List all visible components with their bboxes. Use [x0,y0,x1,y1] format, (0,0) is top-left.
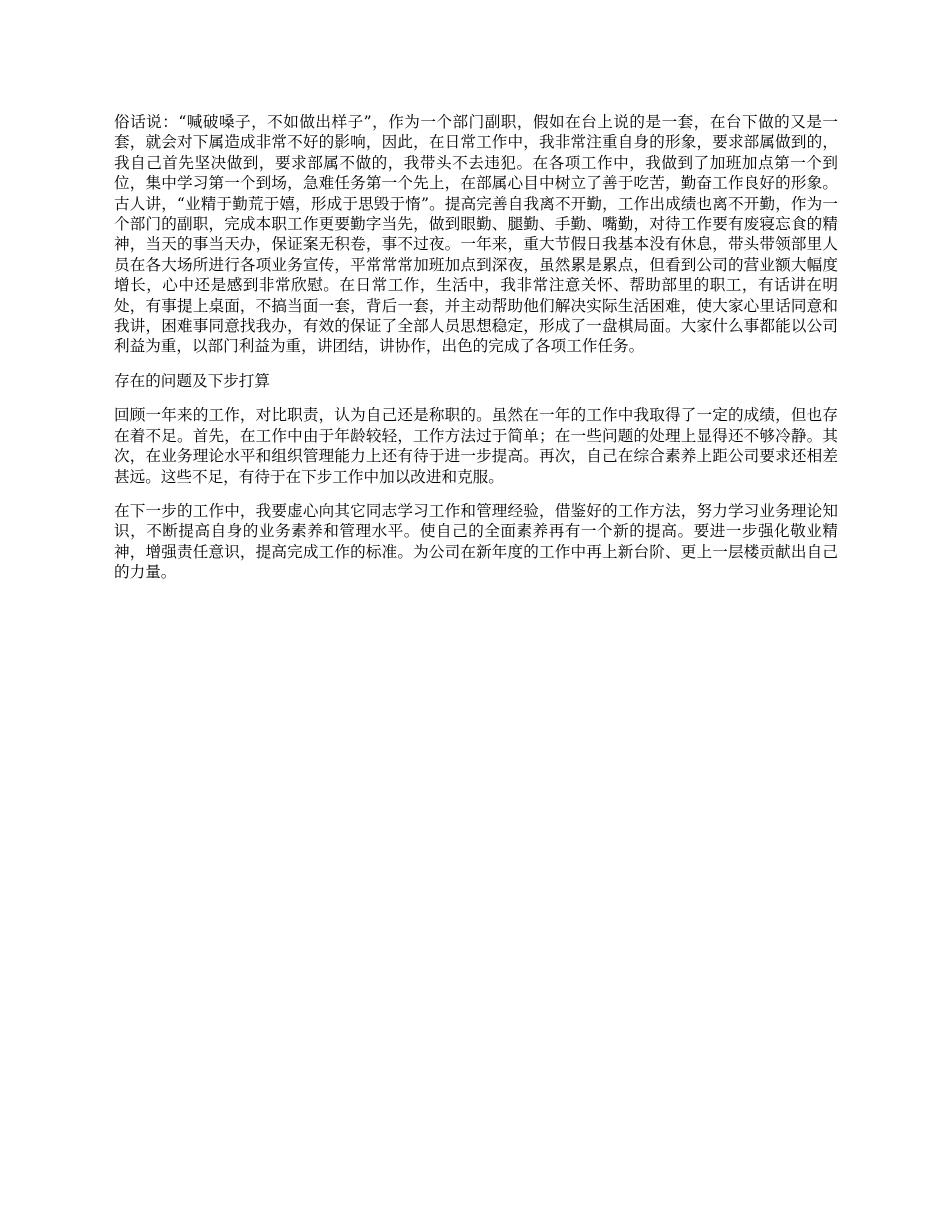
paragraph-review: 回顾一年来的工作，对比职责，认为自己还是称职的。虽然在一年的工作中我取得了一定的成绩，但也存在着不足。首先，在工作中由于年龄较轻，工作方法过于简单；在一些问题的处理上显得还不够冷静。其次，在业务理论水平和组织管理能力上还有待于进一步提高。再次，自己在综合素养上距公司要求还相差甚远。这些不足，有待于在下步工作中加以改进和克服。 [114,406,838,486]
section-heading-problems-and-plans: 存在的问题及下步打算 [114,371,270,390]
document-body [114,112,838,583]
paragraph-next-steps: 在下一步的工作中，我要虚心向其它同志学习工作和管理经验，借鉴好的工作方法，努力学习业务理论知识，不断提高自身的业务素养和管理水平。使自己的全面素养再有一个新的提高。要进一步强化敬业精神，增强责任意识，提高完成工作的标准。为公司在新年度的工作中再上新台阶、更上一层楼贡献出自己的力量。 [114,501,838,582]
paragraph-work-attitude: 俗话说：“喊破嗓子，不如做出样子”，作为一个部门副职，假如在台上说的是一套，在台下做的又是一套，就会对下属造成非常不好的影响，因此，在日常工作中，我非常注重自身的形象，要求部属做到的，我自己首先坚决做到，要求部属不做的，我带头不去违犯。在各项工作中，我做到了加班加点第一个到位，集中学习第一个到场，急难任务第一个先上，在部属心目中树立了善于吃苦，勤奋工作良好的形象。古人讲，“业精于勤荒于嬉，形成于思毁于惰”。提高完善自我离不开勤，工作出成绩也离不开勤，作为一个部门的副职，完成本职工作更要勤字当先，做到眼勤、腿勤、手勤、嘴勤，对待工作要有废寝忘食的精神，当天的事当天办，保证案无积卷，事不过夜。一年来，重大节假日我基本没有休息，带头带领部里人员在各大场所进行各项业务宣传，平常常常加班加点到深夜，虽然累是累点，但看到公司的营业额大幅度增长，心中还是感到非常欣慰。在日常工作，生活中，我非常注意关怀、帮助部里的职工，有话讲在明处，有事提上桌面，不搞当面一套，背后一套，并主动帮助他们解决实际生活困难，使大家心里话同意和我讲，困难事同意找我办，有效的保证了全部人员思想稳定，形成了一盘棋局面。大家什么事都能以公司利益为重，以部门利益为重，讲团结，讲协作，出色的完成了各项工作任务。 [114,113,838,356]
